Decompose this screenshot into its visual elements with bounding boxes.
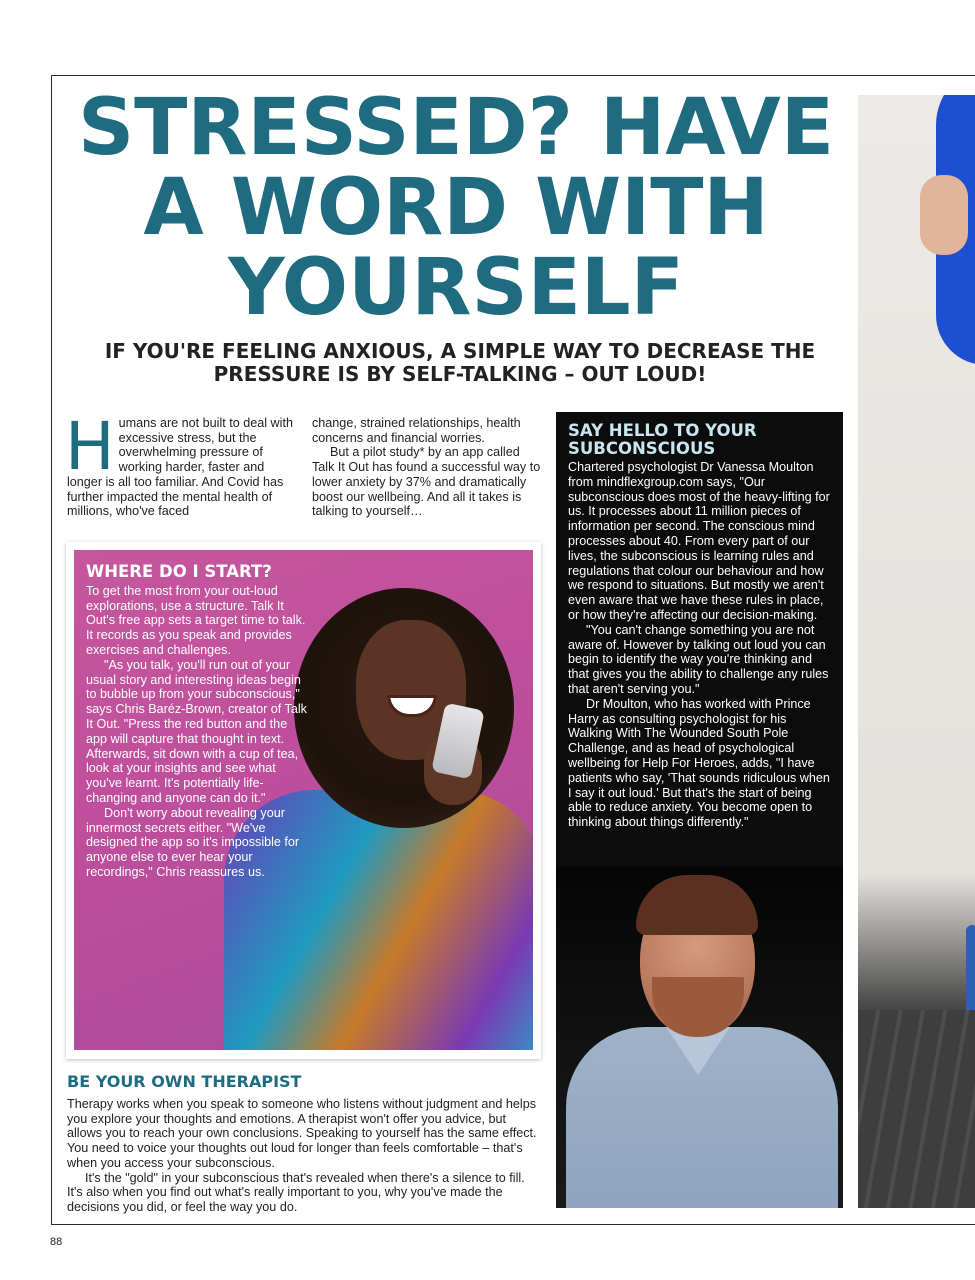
woman-photo bbox=[74, 550, 533, 1050]
headline: STRESSED? HAVE A WORD WITH YOURSELF bbox=[77, 83, 834, 333]
intro-col2-p2: But a pilot study* by an app called Talk It Out has found a successful way to lower anxiety by 37% and dramatically boost our wellbeing. And all it takes is talking to yourself… bbox=[312, 445, 541, 519]
intro-col1-text: umans are not built to deal with excessive stress, but the overwhelming pressure of working harder, faster and longer is all too familiar. And Covid has further impacted the mental health of millions, who've faced bbox=[67, 416, 293, 519]
page-number: 88 bbox=[50, 1236, 63, 1248]
subconscious-panel bbox=[556, 412, 843, 1208]
intro-column-2 bbox=[312, 416, 544, 519]
where-box-heading: WHERE DO I START? bbox=[86, 562, 272, 581]
therapist-heading: BE YOUR OWN THERAPIST bbox=[67, 1072, 302, 1091]
therapist-body bbox=[67, 1097, 537, 1215]
portrait-photo bbox=[556, 867, 843, 1208]
where-box-text bbox=[86, 562, 311, 880]
where-do-i-start-box bbox=[66, 542, 541, 1059]
therapist-p1: Therapy works when you speak to someone who listens without judgment and helps you explore your thoughts and emotions. A therapist won't offer you advice, but allows you to reach your own conclusions. Speaking to yourself has the same effect. You need to voice your thoughts out loud for longer than feels comfortable – that's when you access your subconscious. bbox=[67, 1097, 537, 1170]
where-box-p3: Don't worry about revealing your innermost secrets either. "We've designed the app so it's impossible for anyone else to ever hear your recordings," Chris reassures us. bbox=[86, 805, 300, 879]
standfirst: IF YOU'RE FEELING ANXIOUS, A SIMPLE WAY TO DECREASE THE PRESSURE IS BY SELF-TALKING – OUT LOUD! bbox=[104, 339, 816, 386]
therapist-p2: It's the "gold" in your subconscious that's revealed when there's a silence to fill. It's also when you find out what's really important to you, why you've made the decisions you did, or feel the way you do. bbox=[67, 1170, 525, 1214]
intro-column-1 bbox=[65, 408, 299, 519]
floor-stripes bbox=[858, 1010, 975, 1208]
intro-col2-p1: change, strained relationships, health concerns and financial worries. bbox=[312, 416, 521, 445]
subconscious-p2: "You can't change something you are not aware of. However by talking out loud you can begin to identify the way you're thinking and that gives you the ability to challenge any rules that aren't serving you." bbox=[568, 622, 829, 696]
hair-shape bbox=[636, 875, 758, 935]
subconscious-p3: Dr Moulton, who has worked with Prince Harry as consulting psychologist for his Walking With The Wounded South Pole Challenge, and as head of psychological wellbeing for Help For Heroes, adds, "I have patients who say, 'That sounds ridiculous when I say it out loud.' But that's the start of being able to reduce anxiety. You become open to thinking about things differently." bbox=[568, 696, 830, 830]
hand-shape bbox=[920, 175, 968, 255]
subconscious-text bbox=[568, 460, 831, 830]
therapist-section bbox=[67, 1072, 537, 1215]
drop-cap: H bbox=[65, 408, 115, 485]
where-box-p1: To get the most from your out-loud explorations, use a structure. Talk It Out's free app sets a target time to talk. It records as you speak and provides exercises and challenges. bbox=[86, 583, 306, 657]
where-box-p2: "As you talk, you'll run out of your usual story and interesting ideas begin to bubble up from your subconscious," says Chris Baréz-Brown, creator of Talk It Out. "Press the red button and the app will capture that thought in text. Afterwards, sit down with a cup of tea, look at your insights and see what you've learnt. It's potentially life-changing and anyone can do it." bbox=[86, 657, 307, 805]
subconscious-heading: SAY HELLO TO YOUR SUBCONSCIOUS bbox=[568, 421, 757, 458]
subconscious-p1: Chartered psychologist Dr Vanessa Moulton from mindflexgroup.com says, "Our subconscious does most of the heavy-lifting for us. It processes about 11 million pieces of information per second. The conscious mind processes about 40. From every part of our lives, the subconscious is learning rules and regulations that colour our behaviour and how we respond to situations. But mostly we aren't even aware that we have these rules in place, or how they're affecting our decision-making. bbox=[568, 460, 830, 622]
side-photo bbox=[858, 95, 975, 1208]
